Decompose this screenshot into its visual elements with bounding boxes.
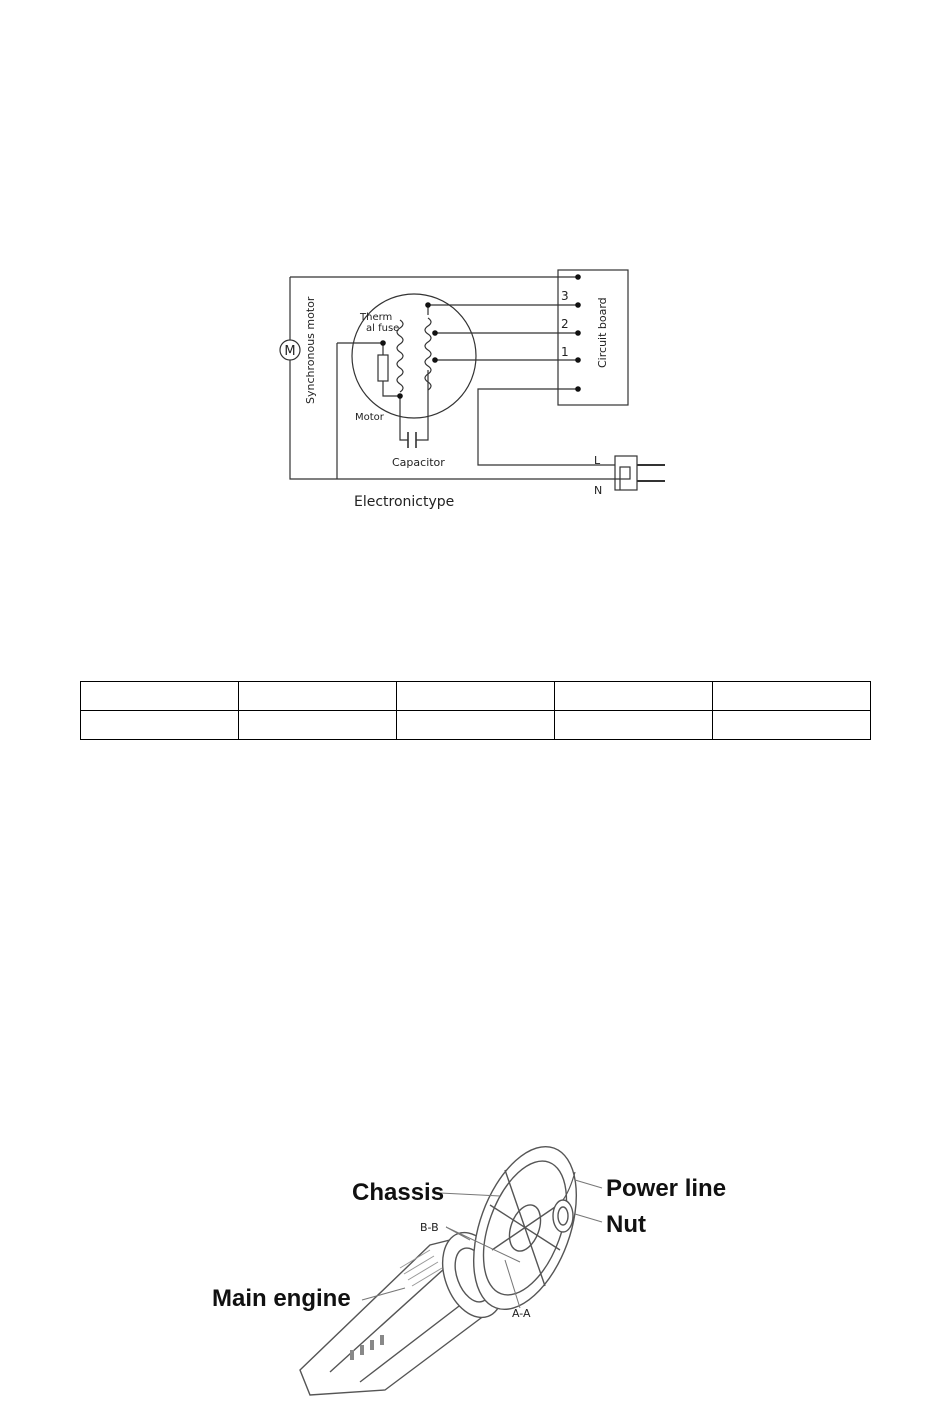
nut-label: Nut [606, 1211, 646, 1238]
plug-N-label: N [594, 484, 603, 497]
thermal-fuse-label-1: Therm [360, 312, 393, 323]
power-line-label: Power line [606, 1175, 727, 1202]
terminal-3-label: 3 [561, 289, 569, 303]
synchronous-motor-label: Synchronous motor [304, 296, 317, 404]
plug-L-label: L [594, 454, 601, 467]
diagram-caption: Electronictype [354, 494, 455, 510]
terminal-2-label: 2 [561, 317, 569, 331]
capacitor-label: Capacitor [392, 456, 445, 469]
nut-leader [575, 1214, 602, 1222]
bb-label: B-B [420, 1221, 439, 1234]
motor-symbol-label: M [284, 344, 296, 359]
power-line-leader [575, 1180, 602, 1188]
motor-label: Motor [355, 412, 384, 423]
nut-illustration [553, 1200, 573, 1232]
chassis-label: Chassis [352, 1179, 445, 1206]
terminal-1-label: 1 [561, 345, 569, 359]
thermal-fuse-label-2: al fuse [366, 323, 400, 334]
circuit-board-label: Circuit board [596, 297, 609, 368]
aa-label: A-A [512, 1307, 531, 1320]
main-engine-label: Main engine [212, 1285, 351, 1312]
